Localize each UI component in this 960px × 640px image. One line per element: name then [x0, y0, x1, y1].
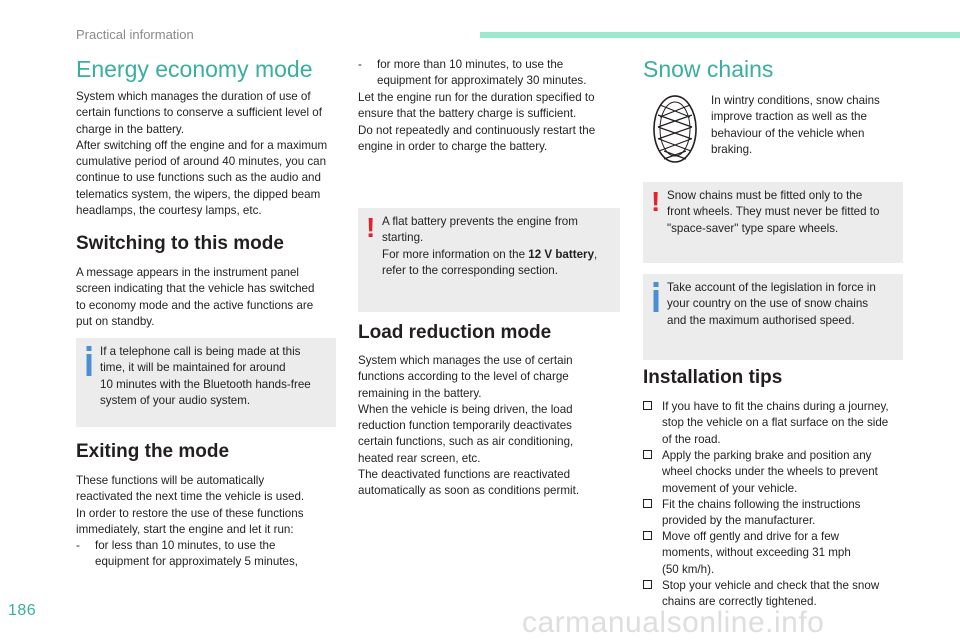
- text-line: Do not repeatedly and continuously restart the: [358, 123, 596, 137]
- switching-text: [76, 265, 314, 330]
- text-line: Apply the parking brake and position any: [662, 449, 872, 462]
- page-number: 186: [8, 602, 37, 619]
- text-line: reduction function temporarily deactivates: [358, 419, 572, 433]
- warning-icon: !: [651, 186, 661, 217]
- text-run: ,: [594, 247, 598, 261]
- text-line: moments, without exceeding 31 mph: [662, 546, 851, 560]
- text-line: for less than 10 minutes, to use the: [95, 539, 276, 552]
- tip-item: [643, 448, 878, 497]
- snow-chains-intro: [711, 93, 880, 158]
- text-line: behaviour of the vehicle when: [711, 126, 865, 140]
- text-line: telematics system, the wipers, the dipped beam: [76, 187, 321, 201]
- text-line: put on standby.: [76, 314, 155, 328]
- checkbox-marker-icon: [643, 450, 652, 459]
- text-line: Fit the chains following the instructions: [662, 498, 861, 511]
- exiting-bullet-1: [76, 538, 298, 571]
- text-line: [382, 247, 597, 263]
- text-line: System which manages the use of certain: [358, 354, 573, 367]
- text-line: The deactivated functions are reactivated: [358, 468, 571, 482]
- exiting-title: Exiting the mode: [76, 441, 230, 462]
- snow-chain-wheel-icon: [650, 93, 700, 165]
- info-box-telephone: [76, 338, 336, 427]
- text-line: movement of your vehicle.: [662, 481, 798, 495]
- text-line: If a telephone call is being made at this: [100, 345, 301, 358]
- text-line: certain functions to conserve a sufficient level of: [76, 106, 322, 120]
- text-line: Move off gently and drive for a few: [662, 530, 840, 543]
- text-line: remaining in the battery.: [358, 386, 482, 400]
- text-line: "space-saver" type spare wheels.: [667, 221, 839, 235]
- text-line: charge in the battery.: [76, 122, 185, 136]
- text-line: for more than 10 minutes, to use the: [377, 58, 564, 71]
- energy-economy-title: Energy economy mode: [76, 56, 313, 82]
- text-line: A message appears in the instrument panel: [76, 266, 299, 279]
- text-line: and the maximum authorised speed.: [667, 313, 855, 327]
- text-line: (50 km/h).: [662, 562, 715, 576]
- text-line: your country on the use of snow chains: [667, 297, 869, 311]
- text-line: cumulative period of around 40 minutes, you can: [76, 155, 327, 169]
- text-line: braking.: [711, 142, 753, 156]
- watermark: carmanualsonline.info: [522, 606, 825, 639]
- section-header: Practical information: [76, 27, 194, 42]
- warning-box-text: [667, 188, 879, 237]
- text-line: After switching off the engine and for a maximum: [76, 138, 328, 152]
- text-line: starting.: [382, 231, 424, 245]
- warning-icon: !: [366, 212, 376, 243]
- info-icon: [84, 346, 94, 376]
- bold-run: 12 V battery: [528, 247, 595, 261]
- text-line: These functions will be automatically: [76, 474, 265, 487]
- text-line: to economy mode and the active functions are: [76, 298, 314, 312]
- header-accent-bar: [480, 32, 960, 38]
- text-line: headlamps, the courtesy lamps, etc.: [76, 204, 262, 218]
- load-reduction-text: [358, 353, 579, 500]
- exiting-bullet-2: [358, 57, 586, 90]
- text-line: time, it will be maintained for around: [100, 361, 286, 375]
- text-line: front wheels. They must never be fitted to: [667, 205, 880, 219]
- text-line: of the road.: [662, 432, 721, 446]
- switching-title: Switching to this mode: [76, 233, 284, 254]
- dash-marker: -: [76, 539, 80, 552]
- snow-chains-title: Snow chains: [643, 56, 774, 82]
- checkbox-marker-icon: [643, 499, 652, 508]
- text-line: If you have to fit the chains during a journey,: [662, 400, 889, 413]
- text-line: Let the engine run for the duration specified to: [358, 91, 595, 104]
- text-line: system of your audio system.: [100, 393, 251, 407]
- text-line: screen indicating that the vehicle has switched: [76, 282, 315, 296]
- dash-marker: -: [358, 58, 362, 71]
- text-line: heated rear screen, etc.: [358, 451, 481, 465]
- tip-item: [643, 529, 851, 578]
- info-box-legislation: [643, 274, 903, 360]
- text-line: improve traction as well as the: [711, 110, 867, 124]
- checkbox-marker-icon: [643, 531, 652, 540]
- text-line: refer to the corresponding section.: [382, 263, 558, 277]
- text-line: certain functions, such as air conditioning,: [358, 435, 574, 449]
- text-line: automatically as soon as conditions permit.: [358, 484, 580, 498]
- text-line: engine in order to charge the battery.: [358, 139, 548, 153]
- checkbox-marker-icon: [643, 401, 652, 410]
- text-line: Take account of the legislation in force in: [667, 281, 876, 294]
- text-line: functions according to the level of charge: [358, 370, 569, 384]
- text-line: In wintry conditions, snow chains: [711, 94, 880, 107]
- tip-item: [643, 399, 889, 448]
- text-line: stop the vehicle on a flat surface on the side: [662, 416, 889, 430]
- text-line: Stop your vehicle and check that the snow: [662, 579, 880, 592]
- text-line: 10 minutes with the Bluetooth hands-free: [100, 377, 311, 391]
- text-line: continue to use functions such as the audio and: [76, 171, 321, 185]
- info-box-text: [100, 344, 311, 409]
- text-line: provided by the manufacturer.: [662, 514, 816, 528]
- exiting-after-text: [358, 90, 595, 155]
- text-line: equipment for approximately 30 minutes.: [377, 74, 587, 88]
- warning-box-battery: [358, 208, 620, 312]
- warning-box-snow-chains: [643, 182, 903, 263]
- energy-intro: [76, 89, 327, 219]
- load-reduction-title: Load reduction mode: [358, 322, 552, 343]
- text-line: In order to restore the use of these functions: [76, 506, 304, 520]
- tip-item: [643, 497, 860, 530]
- checkbox-marker-icon: [643, 580, 652, 589]
- info-icon: [651, 282, 661, 312]
- text-run: For more information on the: [382, 247, 529, 261]
- text-line: A flat battery prevents the engine from: [382, 215, 578, 228]
- text-line: immediately, start the engine and let it run:: [76, 522, 294, 536]
- info-box-text: [667, 280, 876, 329]
- installation-tips-title: Installation tips: [643, 367, 783, 388]
- text-line: reactivated the next time the vehicle is used.: [76, 490, 305, 504]
- text-line: When the vehicle is being driven, the load: [358, 402, 573, 416]
- warning-box-text: [382, 214, 597, 279]
- text-line: System which manages the duration of use of: [76, 90, 311, 103]
- text-line: chains are correctly tightened.: [662, 595, 817, 609]
- text-line: Snow chains must be fitted only to the: [667, 189, 863, 202]
- text-line: equipment for approximately 5 minutes,: [95, 555, 298, 569]
- text-line: ensure that the battery charge is sufficient.: [358, 107, 577, 121]
- text-line: wheel chocks under the wheels to prevent: [662, 465, 878, 479]
- exiting-text: [76, 473, 304, 538]
